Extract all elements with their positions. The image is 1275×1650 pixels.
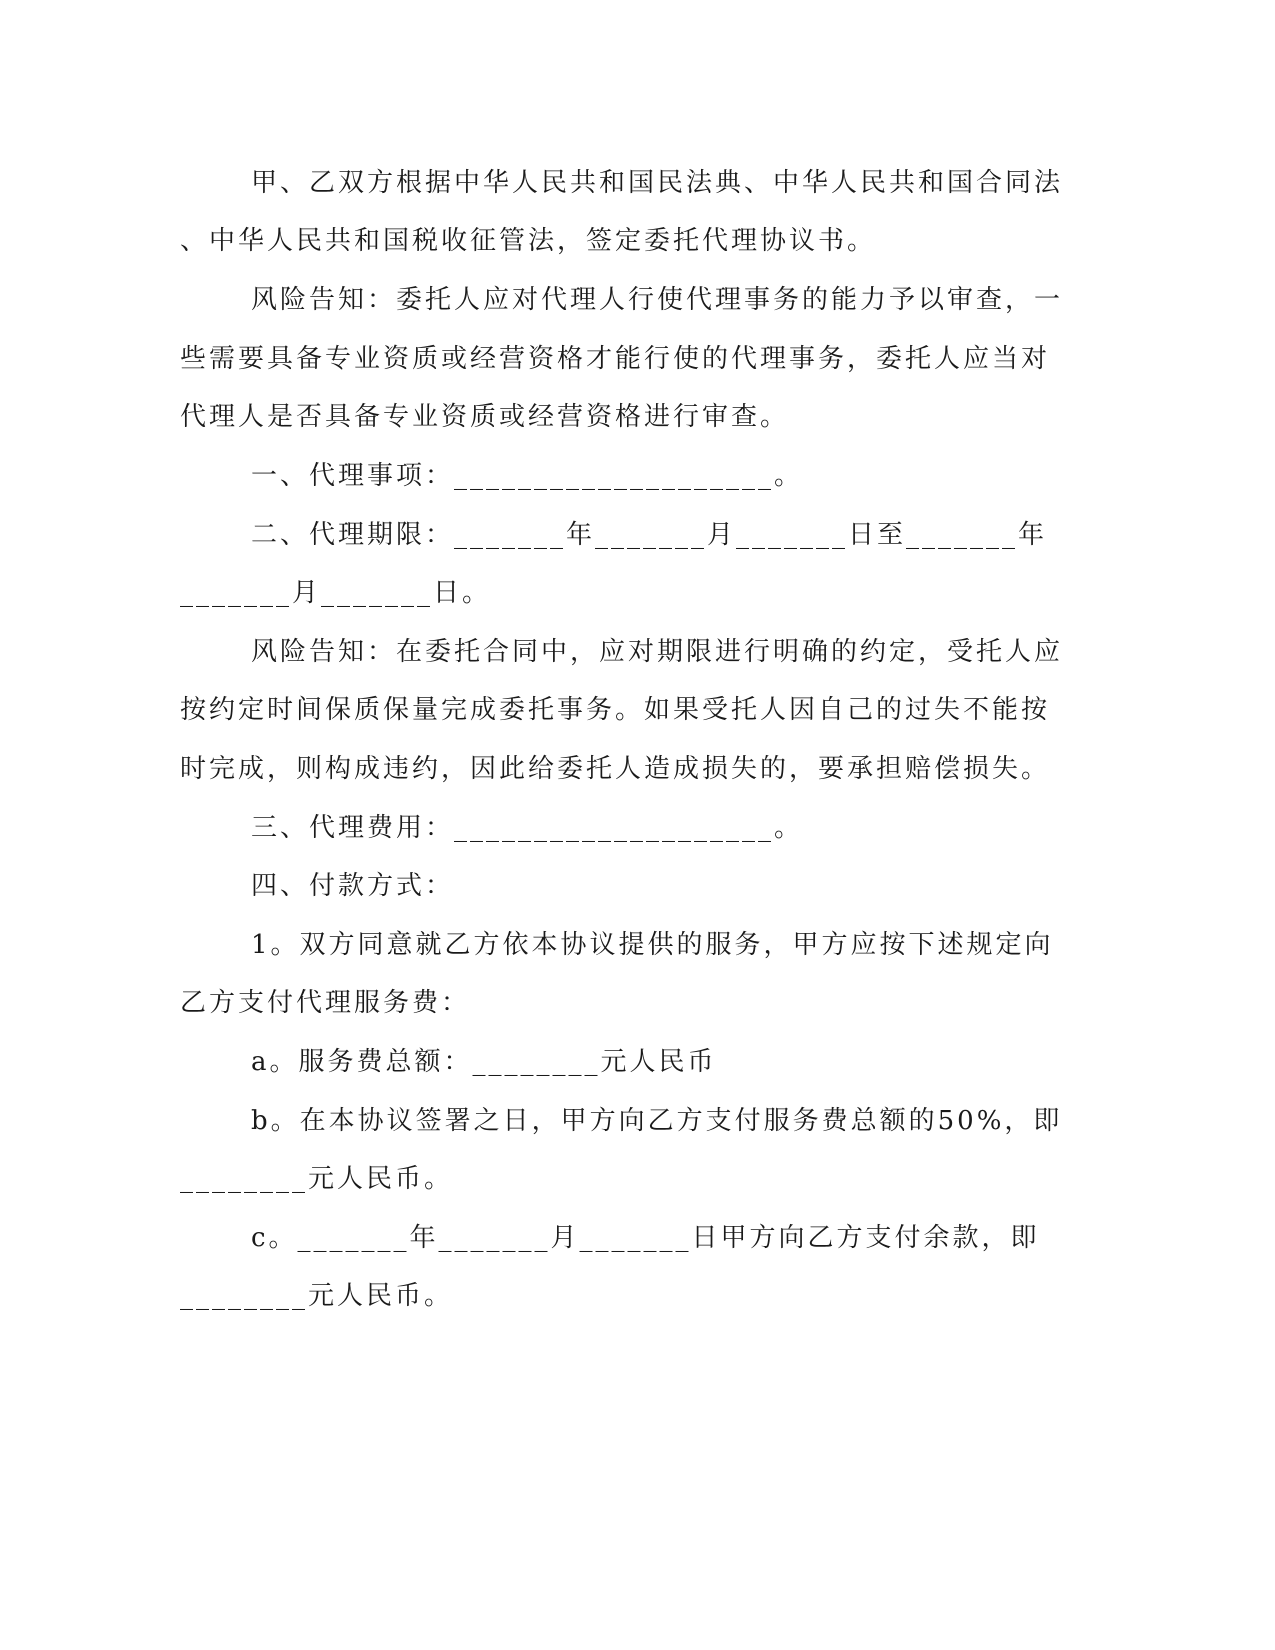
text-line: 时完成，则构成违约，因此给委托人造成损失的，要承担赔偿损失。 — [180, 754, 1051, 784]
text-line: b。在本协议签署之日，甲方向乙方支付服务费总额的50%，即 — [251, 1106, 1063, 1136]
text-line: 风险告知：在委托合同中，应对期限进行明确的约定，受托人应 — [251, 637, 1064, 667]
text-line: 甲、乙双方根据中华人民共和国民法典、中华人民共和国合同法 — [251, 168, 1064, 198]
text-line: 、中华人民共和国税收征管法，签定委托代理协议书。 — [180, 226, 877, 256]
text-line: 乙方支付代理服务费： — [180, 988, 471, 1018]
text-line: 三、代理费用：____________________。 — [251, 813, 804, 843]
text-line: 些需要具备专业资质或经营资格才能行使的代理事务，委托人应当对 — [180, 344, 1051, 374]
text-line: c。_______年_______月_______日甲方向乙方支付余款，即 — [251, 1223, 1040, 1253]
text-line: 二、代理期限：_______年_______月_______日至_______年 — [251, 520, 1048, 550]
text-line: 四、付款方式： — [251, 871, 455, 901]
text-line: 代理人是否具备专业资质或经营资格进行审查。 — [180, 402, 790, 432]
text-line: ________元人民币。 — [180, 1164, 454, 1194]
text-line: ________元人民币。 — [180, 1281, 454, 1311]
text-line: a。服务费总额：________元人民币 — [251, 1047, 717, 1077]
text-line: 一、代理事项：____________________。 — [251, 461, 804, 491]
text-line: 风险告知：委托人应对代理人行使代理事务的能力予以审查，一 — [251, 285, 1064, 315]
text-line: 1。双方同意就乙方依本协议提供的服务，甲方应按下述规定向 — [251, 930, 1054, 960]
text-line: 按约定时间保质保量完成委托事务。如果受托人因自己的过失不能按 — [180, 695, 1051, 725]
text-line: _______月_______日。 — [180, 578, 492, 608]
